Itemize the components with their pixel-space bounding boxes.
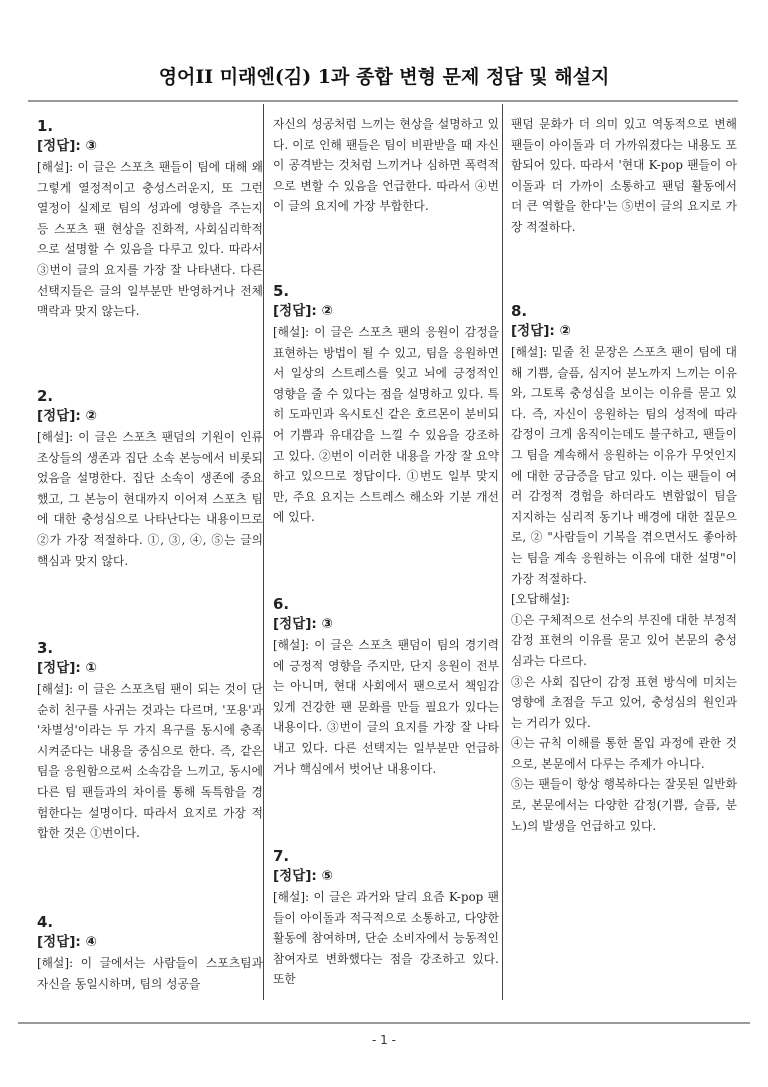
explanation-text: [해설]: 이 글은 스포츠 팬덤의 기원이 인류 조상들의 생존과 집단 소속 본능에서 비롯되었음을 설명한다. 집단 소속이 생존에 중요했고, 그 본능이 현대까지 이어져 스포츠 팀에 대한 충성심으로 나타난다는 내용이므로 ②가 가장 적절하다. ①, ③, ④, ⑤는 글의 핵심과 맞지 않다. (37, 430, 263, 568)
explanation-text: [해설]: 이 글은 스포츠 팬들이 팀에 대해 왜 그렇게 열정적이고 충성스러운지, 또 그런 열정이 실제로 팀의 성과에 영향을 주는지 등 스포츠 팬 현상을 진화적, 사회심리학적으로 설명할 수 있음을 다루고 있다. 따라서 ③번이 글의 요지를 가장 잘 나타낸다. 다른 선택지들은 글의 일부분만 반영하거나 전체 맥락과 맞지 않는다. (37, 160, 263, 319)
explanation-text-continued: 자신의 성공처럼 느끼는 현상을 설명하고 있다. 이로 인해 팬들은 팀이 비판받을 때 자신이 공격받는 것처럼 느끼거나 심하면 폭력적으로 변할 수 있음을 언급한다. 따라서 ④번이 글의 요지에 가장 부합한다. (273, 117, 499, 214)
question-4-continued (273, 114, 499, 217)
question-7-continued (511, 114, 737, 238)
page-number: - 1 - (372, 1033, 396, 1047)
explanation-text: [해설]: 밑줄 친 문장은 스포츠 팬이 팀에 대해 기쁨, 슬픔, 심지어 분노까지 느끼는 이유와, 그토록 충성심을 보이는 이유를 묻고 있다. 즉, 자신이 응원하는 팀의 성적에 따라 감정이 크게 움직이는데도 불구하고, 팬들이 그 팀을 계속해서 응원하는 이유가 무엇인지에 대한 궁금증을 담고 있다. 이는 팬들이 여러 감정적 경험을 하더라도 변함없이 팀을 지지하는 심리적 동기나 배경에 대한 질문으로, ② "사람들이 기복을 겪으면서도 좋아하는 팀을 계속 응원하는 이유에 대한 설명"이 가장 적절하다. (511, 345, 737, 586)
question-4 (37, 912, 263, 994)
explanation-text: [해설]: 이 글은 스포츠팀 팬이 되는 것이 단순히 친구를 사귀는 것과는 다르며, '포용'과 '차별성'이라는 두 가지 욕구를 동시에 충족시켜준다는 내용을 중심으로 한다. 즉, 같은 팀을 응원함으로써 소속감을 느끼고, 동시에 다른 팀 팬들과의 차이를 통해 독특함을 경험한다는 설명이다. 따라서 요지로 가장 적합한 것은 ①번이다. (37, 682, 263, 841)
answer-label: [정답]: ④ (37, 934, 97, 950)
question-number: 8. (511, 302, 528, 320)
question-3 (37, 638, 263, 844)
question-number: 7. (273, 847, 290, 865)
explanation-text: [해설]: 이 글에서는 사람들이 스포츠팀과 자신을 동일시하며, 팀의 성공을 (37, 956, 263, 991)
wrong-answer-heading: [오답해설]: (511, 592, 570, 607)
bottom-divider (18, 1022, 750, 1024)
question-number: 3. (37, 639, 54, 657)
question-5 (273, 281, 499, 528)
question-6 (273, 594, 499, 779)
question-8 (511, 301, 737, 836)
answer-label: [정답]: ③ (273, 616, 333, 632)
wrong-answer-item: ③은 사회 집단이 감정 표현 방식에 미치는 영향에 초점을 두고 있어, 충성심의 원인과는 거리가 있다. (511, 674, 737, 730)
question-number: 5. (273, 282, 290, 300)
question-number: 1. (37, 117, 54, 135)
wrong-answer-item: ⑤는 팬들이 항상 행복하다는 잘못된 일반화로, 본문에서는 다양한 감정(기쁨, 슬픔, 분노)의 발생을 언급하고 있다. (511, 777, 737, 833)
wrong-answer-item: ①은 구체적으로 선수의 부진에 대한 부정적 감정 표현의 이유를 묻고 있어 본문의 충성심과는 다르다. (511, 612, 737, 668)
answer-label: [정답]: ① (37, 660, 97, 676)
answer-label: [정답]: ③ (37, 138, 97, 154)
question-number: 6. (273, 595, 290, 613)
question-number: 2. (37, 387, 54, 405)
explanation-text-continued: 팬덤 문화가 더 의미 있고 역동적으로 변해 팬들이 아이돌과 더 가까워졌다는 내용도 포함되어 있다. 따라서 '현대 K-pop 팬들이 아이돌과 더 가까이 소통하고 팬덤 활동에서 더 큰 역할을 한다'는 ⑤번이 글의 요지로 가장 적절하다. (511, 117, 737, 234)
explanation-text: [해설]: 이 글은 스포츠 팬의 응원이 감정을 표현하는 방법이 될 수 있고, 팀을 응원하면서 일상의 스트레스를 잊고 뇌에 긍정적인 영향을 줄 수 있다는 점을 설명하고 있다. 특히 도파민과 옥시토신 같은 호르몬이 분비되어 기쁨과 유대감을 느낄 수 있음을 강조하고 있다. ②번이 이러한 내용을 가장 잘 요약하고 있으므로 정답이다. ①번도 일부 맞지만, 주요 요지는 스트레스 해소와 기분 개선에 있다. (273, 325, 499, 525)
column-divider-2 (502, 104, 503, 1000)
answer-label: [정답]: ⑤ (273, 868, 333, 884)
page-title: 영어II 미래엔(김) 1과 종합 변형 문제 정답 및 해설지 (158, 66, 610, 88)
answer-label: [정답]: ② (37, 408, 97, 424)
answer-label: [정답]: ② (511, 323, 571, 339)
explanation-text: [해설]: 이 글은 스포츠 팬덤이 팀의 경기력에 긍정적 영향을 주지만, 단지 응원이 전부는 아니며, 현대 사회에서 팬으로서 책임감 있게 건강한 팬 문화를 만들 필요가 있다는 내용이다. ③번이 글의 요지를 가장 잘 나타내고 있다. 다른 선택지는 일부분만 언급하거나 핵심에서 벗어난 내용이다. (273, 638, 499, 776)
wrong-answer-item: ④는 규칙 이해를 통한 몰입 과정에 관한 것으로, 본문에서 다루는 주제가 아니다. (511, 736, 737, 771)
question-1 (37, 116, 263, 322)
column-divider-1 (263, 104, 264, 1000)
question-number: 4. (37, 913, 54, 931)
question-7 (273, 846, 499, 990)
question-2 (37, 386, 263, 571)
top-divider (28, 100, 738, 102)
explanation-text: [해설]: 이 글은 과거와 달리 요즘 K-pop 팬들이 아이돌과 적극적으로 소통하고, 다양한 활동에 참여하며, 단순 소비자에서 능동적인 참여자로 변화했다는 점을 강조하고 있다. 또한 (273, 890, 499, 987)
answer-label: [정답]: ② (273, 303, 333, 319)
